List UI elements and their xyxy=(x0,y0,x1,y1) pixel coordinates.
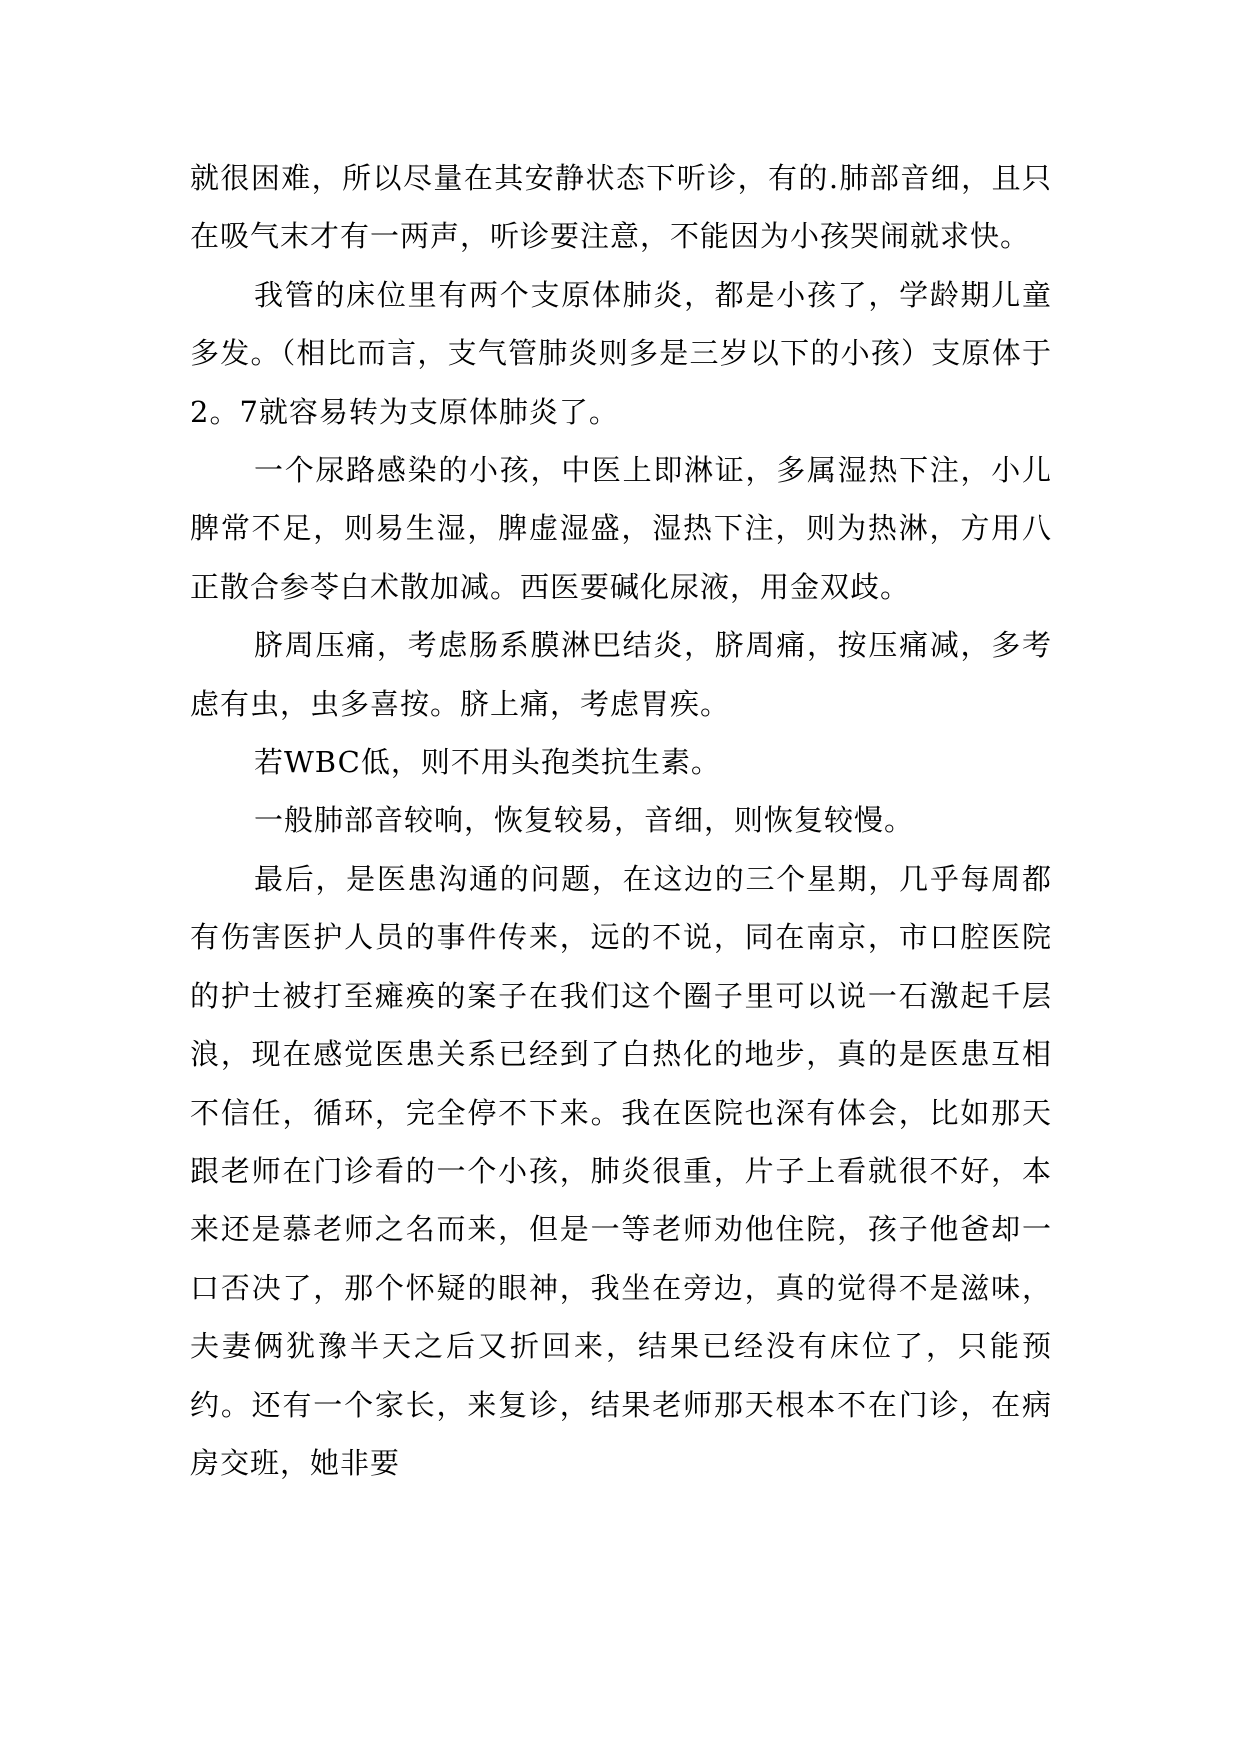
document-body xyxy=(190,149,1052,1492)
paragraph-continuation: 就很困难，所以尽量在其安静状态下听诊，有的.肺部音细，且只在吸气末才有一两声，听诊要注意，不能因为小孩哭闹就求快。 xyxy=(190,161,1052,254)
paragraph-doctor-patient-communication: 最后，是医患沟通的问题，在这边的三个星期，几乎每周都有伤害医护人员的事件传来，远的不说，同在南京，市口腔医院的护士被打至瘫痪的案子在我们这个圈子里可以说一石激起千层浪，现在感觉医患关系已经到了白热化的地步，真的是医患互相不信任，循环，完全停不下来。我在医院也深有体会，比如那天跟老师在门诊看的一个小孩，肺炎很重，片子上看就很不好，本来还是慕老师之名而来，但是一等老师劝他住院，孩子他爸却一口否决了，那个怀疑的眼神，我坐在旁边，真的觉得不是滋味，夫妻俩犹豫半天之后又折回来，结果已经没有床位了，只能预约。还有一个家长，来复诊，结果老师那天根本不在门诊，在病房交班，她非要 xyxy=(190,861,1052,1480)
paragraph-urinary-infection: 一个尿路感染的小孩，中医上即淋证，多属湿热下注，小儿脾常不足，则易生湿，脾虚湿盛，湿热下注，则为热淋，方用八正散合参苓白术散加减。西医要碱化尿液，用金双歧。 xyxy=(190,453,1052,604)
paragraph-mycoplasma-pneumonia: 我管的床位里有两个支原体肺炎，都是小孩了，学龄期儿童多发。（相比而言，支气管肺炎则多是三岁以下的小孩）支原体于2。7就容易转为支原体肺炎了。 xyxy=(190,277,1052,429)
paragraph-periumbilical-pain: 脐周压痛，考虑肠系膜淋巴结炎，脐周痛，按压痛减，多考虑有虫，虫多喜按。脐上痛，考虑胃疾。 xyxy=(190,628,1052,721)
paragraph-lung-sounds: 一般肺部音较响，恢复较易，音细，则恢复较慢。 xyxy=(254,803,915,838)
paragraph-wbc: 若WBC低，则不用头孢类抗生素。 xyxy=(254,745,721,780)
